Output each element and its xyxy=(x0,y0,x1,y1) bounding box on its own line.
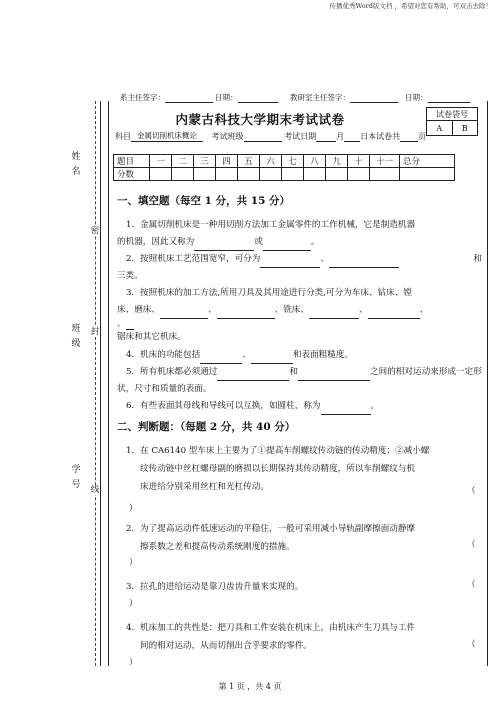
judge-q1-paren-close[interactable]: ） xyxy=(129,504,138,514)
office-head-sign xyxy=(290,92,398,103)
class-label: 考试班级 xyxy=(211,132,244,141)
fill-q1-line1: 1．金属切削机床是一种用切削方法加工金属零件的工作机械，它是制造机器 xyxy=(126,220,416,230)
date1-line xyxy=(238,95,278,103)
office-head-label: 教研室主任签字： xyxy=(290,93,350,102)
fill-q2-blank2[interactable] xyxy=(329,257,399,268)
dept-head-sign-line xyxy=(165,95,213,103)
fill-q2-line1 xyxy=(117,251,482,268)
judge-q1-line1: 1．在 CA6140 型车床上主要为了①提高车削螺纹传动链的传动精度；②减小螺 xyxy=(126,446,430,456)
date-label: 考试日期 xyxy=(284,132,317,141)
dept-head-label: 系主任签字： xyxy=(120,93,165,102)
score-cell xyxy=(260,168,282,181)
fill-q1-blank1[interactable] xyxy=(194,240,254,251)
score-cell xyxy=(400,168,455,181)
judge-q4-line1: 4．机床加工的共性是：把刀具和工件安装在机床上，由机床产生刀具与工件 xyxy=(126,623,416,633)
judge-question-3 xyxy=(117,578,482,596)
dept-head-sign xyxy=(120,92,213,103)
cut-dashed-line xyxy=(95,101,96,666)
fill-q3-blank4[interactable] xyxy=(368,308,420,319)
judge-question-2 xyxy=(117,520,482,556)
paper-bag-code-box xyxy=(426,107,478,136)
pages-unit: 页 xyxy=(418,132,427,141)
day-label: 日本试卷共 xyxy=(360,132,401,141)
score-table-header-row xyxy=(114,155,455,168)
score-cell xyxy=(348,168,370,181)
fill-q4-end: 和表面粗糙度。 xyxy=(292,350,353,360)
fill-q1-line2 xyxy=(117,234,482,251)
score-header-cell: 五 xyxy=(238,155,260,168)
fill-q6-text: 6．有些表面其母线和导线可以互换，如圆柱，称为 xyxy=(126,401,321,411)
judge-question-1 xyxy=(117,442,482,496)
fill-question-6 xyxy=(117,398,482,415)
fill-q3-text: 床、磨床、 xyxy=(117,305,160,315)
side-name-char1: 姓 xyxy=(71,152,81,162)
fill-question-1 xyxy=(117,217,482,251)
side-name-char2: 名 xyxy=(71,167,81,177)
score-header-cell: 总分 xyxy=(400,155,455,168)
score-header-cell: 三 xyxy=(194,155,216,168)
date1-sign xyxy=(215,92,278,103)
judge-q3-line1: 3．拉孔的进给运动是靠刀齿齿升量来实现的。 xyxy=(126,582,304,592)
score-header-cell: 六 xyxy=(260,155,282,168)
inner-border-line xyxy=(108,101,109,666)
score-cell xyxy=(238,168,260,181)
fill-q3-blank3[interactable] xyxy=(309,308,359,319)
fill-q3-line2 xyxy=(117,302,482,319)
fill-q3-line3 xyxy=(117,319,482,330)
judge-q2-paren-open[interactable]: （ xyxy=(467,540,476,550)
day-fill xyxy=(344,141,360,142)
fill-q5-text: 5．所有机床都必须通过 xyxy=(126,367,218,377)
judge-q1-paren-open[interactable]: （ xyxy=(467,486,476,496)
fill-q3-sep4: 、 xyxy=(117,319,126,329)
fill-q3-text2: 、铣床、 xyxy=(274,305,309,315)
date2-sign xyxy=(405,92,470,103)
side-name xyxy=(70,150,82,180)
judge-q4-paren-close[interactable]: ） xyxy=(129,658,138,668)
fill-q3-blank1[interactable] xyxy=(160,308,208,319)
subject-label: 科目 xyxy=(115,132,131,141)
fill-q1-or: 或 xyxy=(254,237,263,247)
score-header-cell: 四 xyxy=(216,155,238,168)
exam-title: 内蒙古科技大学期末考试试卷 xyxy=(175,112,345,127)
fill-q5-blank2[interactable] xyxy=(298,370,370,381)
page-footer: 第 1 页 ，共 4 页 xyxy=(218,682,282,691)
date1-label: 日期： xyxy=(215,93,238,102)
date2-line xyxy=(428,95,470,103)
fill-q1-text: 的机器，因此又称为 xyxy=(117,237,195,247)
section2-title: 二、判断题：（每题 2 分，共 40 分） xyxy=(117,421,296,433)
fill-q3-blank2[interactable] xyxy=(217,308,275,319)
fill-q3-blank5[interactable] xyxy=(126,322,134,330)
score-cell xyxy=(304,168,326,181)
code-box-label: 试卷袋号 xyxy=(427,108,477,121)
score-cell xyxy=(194,168,216,181)
fill-q2-and: 和 xyxy=(473,254,482,264)
fill-q3-sep3: 、 xyxy=(419,305,429,315)
fill-q2-text: 2．按照机床工艺范围宽窄，可分为 xyxy=(126,254,261,264)
section1-title: 一、填空题（每空 1 分，共 15 分） xyxy=(117,195,291,207)
judge-q4-line2: 间的相对运动，从而切削出合乎要求的零件。 xyxy=(140,641,312,651)
fill-q4-blank2[interactable] xyxy=(251,353,293,364)
fill-question-3 xyxy=(117,285,482,344)
judge-q3-paren-open[interactable]: （ xyxy=(467,580,476,590)
side-id-char2: 号 xyxy=(71,480,81,490)
score-cell xyxy=(326,168,348,181)
left-border-line xyxy=(100,101,101,666)
side-id xyxy=(70,463,82,493)
judge-q2-line2: 擦系数之差和提高传动系统刚度的措施。 xyxy=(140,542,295,552)
score-header-cell: 十一 xyxy=(370,155,400,168)
pages-fill xyxy=(400,141,418,142)
fill-q4-text: 4．机床的功能包括 xyxy=(126,350,201,360)
cut-label-xian: 线 xyxy=(90,485,100,495)
fill-q5-blank1[interactable] xyxy=(217,370,289,381)
fill-q4-blank1[interactable] xyxy=(200,353,242,364)
side-id-char1: 学 xyxy=(71,465,81,475)
fill-q3-line1: 3．按照机床的加工方法,所用刀具及其用途进行分类,可分为车床、钻床、镗 xyxy=(126,288,412,298)
fill-q3-line4: 锯床和其它机床。 xyxy=(117,332,186,342)
side-class xyxy=(70,322,82,352)
score-cell xyxy=(150,168,172,181)
fill-q3-sep1: 、 xyxy=(207,305,217,315)
right-border-line xyxy=(487,101,488,666)
month-label: 月 xyxy=(336,132,345,141)
judge-q3-paren-close[interactable]: ） xyxy=(129,599,138,609)
fill-q5-text2: 之间的相对运动来形成一定形 xyxy=(370,367,482,377)
side-class-char2: 级 xyxy=(71,339,81,349)
score-table-score-row xyxy=(114,168,455,181)
score-table xyxy=(113,154,455,181)
fill-q6-end: 。 xyxy=(370,401,380,411)
score-cell xyxy=(282,168,304,181)
subject-value: 金属切削机床概论 xyxy=(131,130,203,142)
score-header-cell: 七 xyxy=(282,155,304,168)
score-header-cell: 题目 xyxy=(114,155,150,168)
judge-q2-line1: 2．为了提高运动件低速运动的平稳住，一般可采用减小导轨副摩擦面动静摩 xyxy=(126,524,416,534)
fill-q2-blank1[interactable] xyxy=(260,257,320,268)
fill-q4-sep: 、 xyxy=(242,350,251,360)
judge-question-4 xyxy=(117,619,482,655)
score-header-cell: 九 xyxy=(326,155,348,168)
fill-question-2 xyxy=(117,251,482,285)
judge-q2-paren-close[interactable]: ） xyxy=(129,558,138,568)
fill-question-4 xyxy=(117,347,482,364)
fill-q1-blank2[interactable] xyxy=(263,240,311,251)
score-cell xyxy=(370,168,400,181)
judge-q1-line2: 纹传动链中丝杠螺母副的磨损以长期保持其传动精度，所以车削螺纹与机 xyxy=(140,464,416,474)
fill-q5-line2: 状，尺寸和质量的表面。 xyxy=(117,384,212,394)
fill-q6-blank[interactable] xyxy=(321,404,371,415)
top-note: 传播优秀Word版文档 ，希望对您有帮助，可双击去除！ xyxy=(329,2,492,10)
fill-q2-sep: 、 xyxy=(320,254,329,264)
cut-label-mi: 密 xyxy=(90,226,100,236)
score-cell xyxy=(216,168,238,181)
judge-q1-line3: 床进给分别采用丝杠和光杠传动。 xyxy=(140,482,269,492)
score-header-cell: 十 xyxy=(348,155,370,168)
code-box-a: A xyxy=(427,121,453,136)
code-box-b: B xyxy=(461,124,468,133)
cut-label-feng: 封 xyxy=(90,327,100,337)
fill-question-5 xyxy=(117,364,482,398)
class-fill xyxy=(244,141,282,142)
office-head-sign-line xyxy=(350,95,398,103)
score-header-cell: 一 xyxy=(150,155,172,168)
score-header-cell: 八 xyxy=(304,155,326,168)
exam-info-line xyxy=(115,130,426,142)
fill-q3-sep2: 、 xyxy=(358,305,368,315)
fill-q2-line2: 三类。 xyxy=(117,271,143,281)
fill-q5-and: 和 xyxy=(289,367,299,377)
score-cell xyxy=(172,168,194,181)
fill-q1-end: 。 xyxy=(310,237,320,247)
score-row-label: 分数 xyxy=(114,168,150,181)
judge-q4-paren-open[interactable]: （ xyxy=(467,640,476,650)
score-header-cell: 二 xyxy=(172,155,194,168)
date2-label: 日期： xyxy=(405,93,428,102)
side-class-char1: 班 xyxy=(71,324,81,334)
month-fill xyxy=(316,141,336,142)
